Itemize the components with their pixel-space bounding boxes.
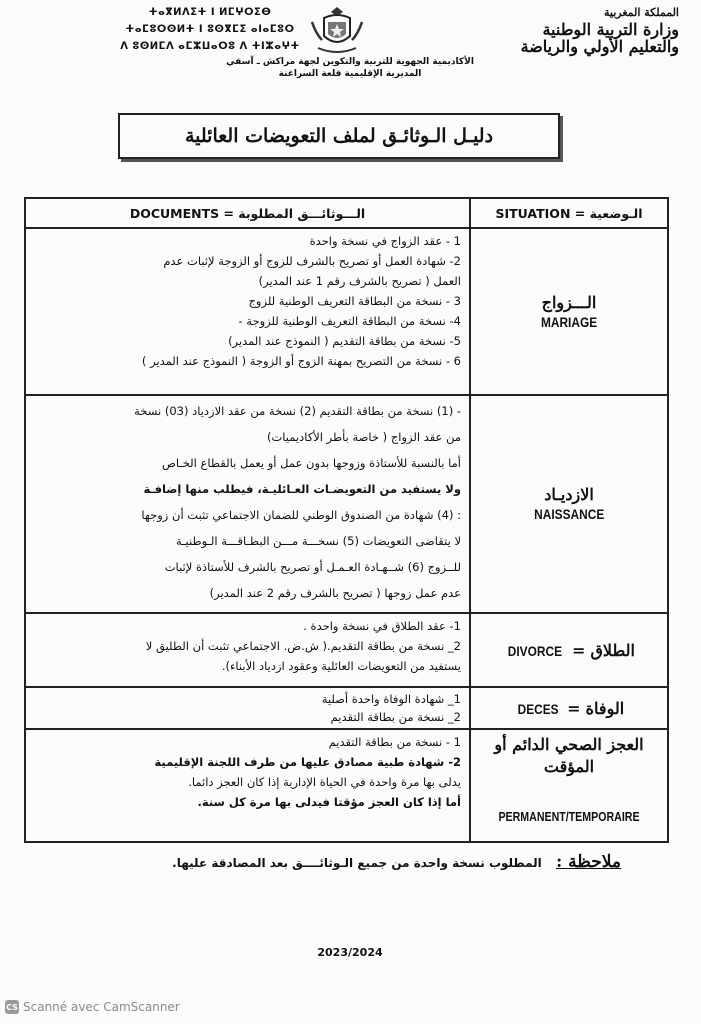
situation-cell [470,395,668,613]
situation-fr: NAISSANCE [533,506,605,522]
header-documents: الـــوثائـــق المطلوبة = DOCUMENTS [25,198,470,228]
camscanner-text: Scanné avec CamScanner [23,1000,180,1014]
note-label: ملاحظة : [555,852,621,872]
doc-line: 5- نسخة من بطاقة التقديم ( النموذج عند المدير) [228,334,461,348]
ministry-line-2: والتعليم الأولي والرياضة [520,37,679,56]
doc-line: العمل ( تصريح بالشرف رقم 1 عند المدير) [258,274,461,288]
doc-line: لا يتقاضى التعويضات (5) نسخـــة مـــن البطـاقـــة الـوطنيـة [175,534,461,548]
page-title: دليـل الـوثائـق لملف التعويضات العائلية [118,113,560,159]
documents-cell [25,729,470,842]
situation-fr: DECES [517,700,559,717]
documents-cell [25,613,470,687]
situation-ar: الازديـاد [544,485,594,504]
documents-cell [25,687,470,729]
doc-line: يستفيد من التعويضات العائلية وعقود ازدياد الأبناء). [221,659,461,673]
doc-line: 4- نسخة من البطاقة التعريف الوطنية للزوجة - [238,314,461,328]
table-row [25,613,668,687]
directorate-name: المديرية الإقليمية قلعة السراغنة [278,69,422,79]
doc-line: 1- عقد الطلاق في نسخة واحدة . [303,619,461,633]
situation-cell: الطلاق = DIVORCE [470,613,668,687]
situation-ar: الوفاة [585,698,625,718]
situation-cell: الوفاة = DECES [470,687,668,729]
documents-cell [25,395,470,613]
table-row [25,395,668,613]
ministry-line-1: وزارة التربية الوطنية [542,20,679,39]
doc-line: أما بالنسبة للأستاذة وزوجها بدون عمل أو يعمل بالقطاع الخـاص [161,456,461,470]
tifinagh-header [120,4,300,55]
situation-fr: DIVORCE [507,642,563,659]
doc-line: 2- شهادة العمل أو تصريح بالشرف للزوج أو الزوجة لإثبات عدم [163,254,461,268]
table-row [25,228,668,395]
documents-table [24,197,669,843]
academy-header [170,56,530,80]
doc-line: أما إذا كان العجز مؤقتا فيدلى بها مرة كل سنة. [197,795,461,809]
doc-line: للــزوج (6) شــهـادة العـمـل أو تصريح بالشرف للأستاذة لإثبات [164,560,461,574]
situation-cell [470,729,668,842]
doc-line: عدم عمل زوجها ( تصريح بالشرف رقم 2 عند المدير) [209,586,461,600]
tifinagh-line-3: ⴷ ⵓⵙⵍⵎⴷ ⴰⵎⵣⵡⴰⵔⵓ ⴷ ⵜⵏⵣⴰⵖⵜ [120,41,300,52]
doc-line: 3 - نسخة من البطاقة التعريف الوطنية للزوج [248,294,461,308]
academy-name: الأكاديمية الجهوية للتربية والتكوين لجهة مراكش ـ آسفي [226,57,474,67]
doc-line: من عقد الزواج ( خاصة بأطر الأكاديميات) [266,430,461,444]
tifinagh-line-2: ⵜⴰⵎⵓⵔⵙⵍⵜ ⵏ ⵓⵙⴳⵎⵉ ⴰⵏⴰⵎⵓⵔ [125,24,295,35]
header-situation: الـوضعية = SITUATION [470,198,668,228]
table-row [25,687,668,729]
note-text: المطلوب نسخة واحدة من جميع الـوثائــــق بعد المصادقة عليها. [172,856,542,870]
doc-line: 2_ نسخة من بطاقة التقديم.( ش.ض. الاجتماعي تثبت أن الطليق لا [145,639,461,653]
camscanner-logo-icon: CS [5,1000,19,1014]
situation-ar: العجز الصحي الدائم أو المؤقت [494,735,644,776]
doc-line: 1 - عقد الزواج في نسخة واحدة [309,234,461,248]
doc-line: 2- شهادة طبية مصادق عليها من طرف اللجنة الإقليمية [154,755,461,769]
moroccan-emblem-icon [306,4,368,56]
situation-ar: الـــزواج [541,292,597,312]
doc-line: 1 - نسخة من بطاقة التقديم [328,735,461,749]
note [61,852,621,872]
doc-line: 1_ شهادة الوفاة واحدة أصلية [321,692,461,706]
table-row [25,729,668,842]
doc-line: ولا يستفيد من التعويضـات العـائليـة، فيطلب منها إضافـة [143,482,461,496]
situation-cell [470,228,668,395]
situation-fr: MARIAGE [540,313,598,330]
doc-line: يدلى بها مرة واحدة في الحياة الإدارية إذا كان العجز دائما. [188,775,461,789]
doc-line: 2_ نسخة من بطاقة التقديم [330,710,461,724]
ministry-header [459,4,679,55]
documents-cell [25,228,470,395]
tifinagh-line-1: ⵜⴰⴳⵍⴷⵉⵜ ⵏ ⵍⵎⵖⵔⵉⴱ [148,7,272,18]
doc-line: - (1) نسخة من بطاقة التقديم (2) نسخة من عقد الازدياد (03) نسخة [134,404,461,418]
table-header-row [25,198,668,228]
doc-line: 6 - نسخة من التصريح بمهنة الزوج أو الزوجة ( النموذج عند المدير ) [141,354,461,368]
situation-ar: الطلاق [590,640,635,660]
situation-fr: PERMANENT/TEMPORAIRE [498,810,640,824]
doc-line: : (4) شهادة من الصندوق الوطني للضمان الاجتماعي تثبت أن زوجها [141,508,461,522]
kingdom-label: المملكة المغربية [604,6,679,19]
camscanner-watermark [5,1000,180,1014]
school-year: 2023/2024 [317,946,383,959]
